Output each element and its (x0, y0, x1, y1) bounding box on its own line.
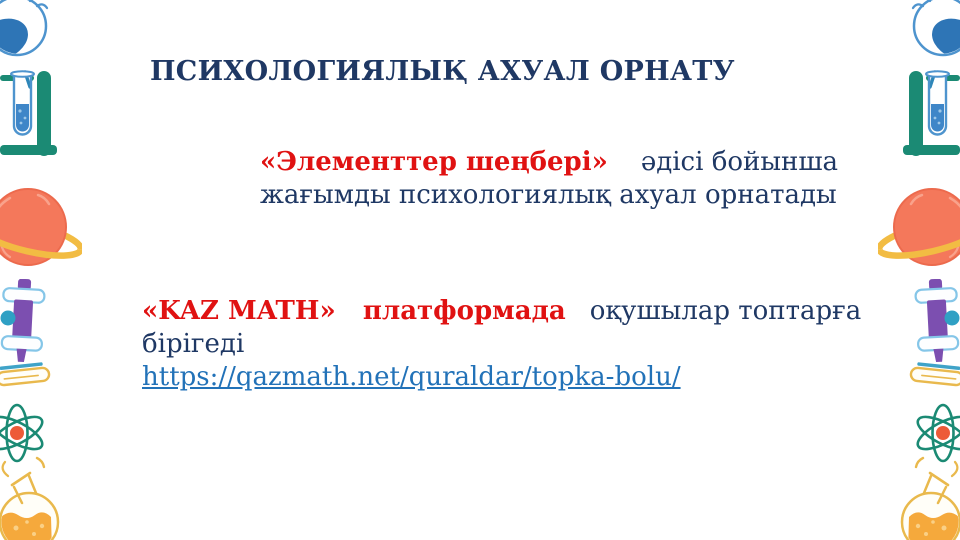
ruler-icon (908, 358, 960, 392)
method-paragraph (260, 146, 839, 212)
yellow-flask-icon (0, 460, 66, 540)
platform-line1-rest: оқушылар топтарға (589, 296, 862, 326)
lab-column-icon (910, 279, 960, 365)
method-line-1 (260, 146, 839, 179)
platform-highlight: «KAZ MATH» платформада (142, 296, 566, 326)
planet-icon (878, 186, 960, 274)
method-line-2: жағымды психологиялық ахуал орнатады (260, 180, 837, 210)
atom-icon (0, 398, 51, 470)
yellow-flask-icon (894, 460, 960, 540)
atom-icon (909, 398, 960, 470)
lab-column-icon (0, 279, 50, 365)
blue-flask-icon (0, 0, 52, 60)
test-tube-rack-icon (902, 68, 960, 160)
planet-icon (0, 186, 82, 274)
platform-paragraph (142, 295, 862, 394)
method-line1-rest: әдісі бойынша (640, 147, 839, 177)
platform-link-line (142, 361, 842, 394)
platform-line-2: бірігеді (142, 329, 245, 359)
left-decoration-strip (0, 0, 92, 540)
method-highlight: «Элементтер шеңбері» (260, 147, 608, 177)
ruler-icon (0, 358, 52, 392)
test-tube-rack-icon (0, 68, 58, 160)
blue-flask-icon (908, 0, 960, 60)
right-decoration-strip (868, 0, 960, 540)
platform-line-1 (142, 295, 862, 328)
slide-title: ПСИХОЛОГИЯЛЫҚ АХУАЛ ОРНАТУ (150, 56, 735, 87)
platform-link[interactable]: https://qazmath.net/quraldar/topka-bolu/ (142, 362, 681, 392)
